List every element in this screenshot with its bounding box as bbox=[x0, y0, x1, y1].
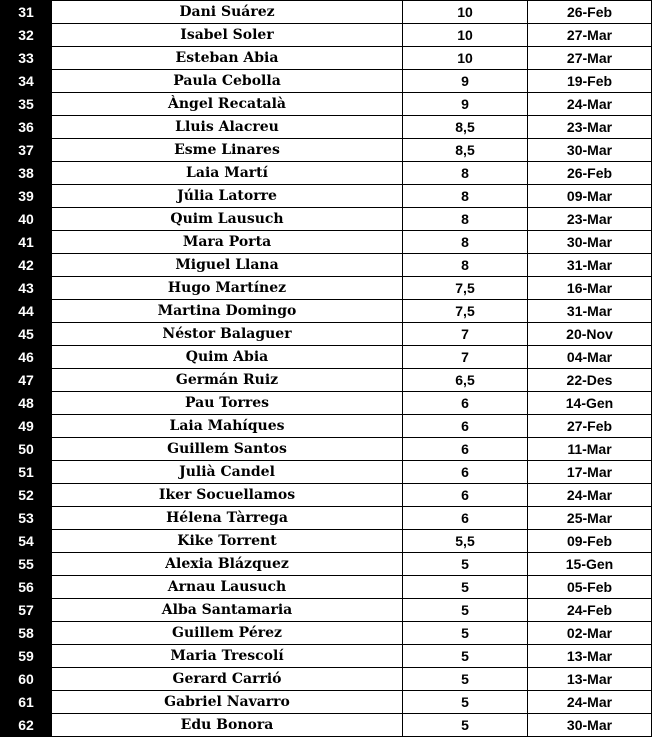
rank-cell: 61 bbox=[1, 691, 52, 714]
table-row bbox=[1, 599, 652, 622]
rank-cell: 44 bbox=[1, 300, 52, 323]
date-cell: 27-Mar bbox=[528, 47, 652, 70]
date-cell: 19-Feb bbox=[528, 70, 652, 93]
score-cell: 7,5 bbox=[403, 277, 528, 300]
table-row bbox=[1, 645, 652, 668]
table-row bbox=[1, 461, 652, 484]
rank-cell: 40 bbox=[1, 208, 52, 231]
rank-cell: 38 bbox=[1, 162, 52, 185]
date-cell: 22-Des bbox=[528, 369, 652, 392]
score-cell: 7,5 bbox=[403, 300, 528, 323]
name-cell: Germán Ruiz bbox=[52, 369, 403, 392]
date-cell: 31-Mar bbox=[528, 300, 652, 323]
rank-cell: 52 bbox=[1, 484, 52, 507]
score-cell: 5 bbox=[403, 691, 528, 714]
table-row bbox=[1, 622, 652, 645]
table-row bbox=[1, 415, 652, 438]
date-cell: 24-Mar bbox=[528, 691, 652, 714]
table-row bbox=[1, 392, 652, 415]
rank-cell: 49 bbox=[1, 415, 52, 438]
rank-cell: 47 bbox=[1, 369, 52, 392]
score-cell: 7 bbox=[403, 346, 528, 369]
rank-cell: 56 bbox=[1, 576, 52, 599]
table-row bbox=[1, 369, 652, 392]
name-cell: Hélena Tàrrega bbox=[52, 507, 403, 530]
date-cell: 11-Mar bbox=[528, 438, 652, 461]
score-cell: 8,5 bbox=[403, 139, 528, 162]
date-cell: 17-Mar bbox=[528, 461, 652, 484]
score-cell: 6 bbox=[403, 484, 528, 507]
rank-cell: 58 bbox=[1, 622, 52, 645]
date-cell: 13-Mar bbox=[528, 668, 652, 691]
score-cell: 8 bbox=[403, 208, 528, 231]
name-cell: Guillem Pérez bbox=[52, 622, 403, 645]
name-cell: Gerard Carrió bbox=[52, 668, 403, 691]
date-cell: 30-Mar bbox=[528, 231, 652, 254]
rank-cell: 45 bbox=[1, 323, 52, 346]
score-cell: 10 bbox=[403, 47, 528, 70]
date-cell: 26-Feb bbox=[528, 1, 652, 24]
table-row bbox=[1, 576, 652, 599]
date-cell: 09-Mar bbox=[528, 185, 652, 208]
name-cell: Maria Trescolí bbox=[52, 645, 403, 668]
table-row bbox=[1, 530, 652, 553]
score-cell: 6 bbox=[403, 438, 528, 461]
table-row bbox=[1, 438, 652, 461]
rank-cell: 37 bbox=[1, 139, 52, 162]
name-cell: Laia Mahíques bbox=[52, 415, 403, 438]
rank-cell: 53 bbox=[1, 507, 52, 530]
rank-cell: 48 bbox=[1, 392, 52, 415]
score-cell: 6 bbox=[403, 392, 528, 415]
table-row bbox=[1, 116, 652, 139]
name-cell: Néstor Balaguer bbox=[52, 323, 403, 346]
table-row bbox=[1, 70, 652, 93]
table-row bbox=[1, 254, 652, 277]
name-cell: Julià Candel bbox=[52, 461, 403, 484]
rank-cell: 51 bbox=[1, 461, 52, 484]
rank-cell: 32 bbox=[1, 24, 52, 47]
score-cell: 7 bbox=[403, 323, 528, 346]
score-cell: 6,5 bbox=[403, 369, 528, 392]
table-row bbox=[1, 553, 652, 576]
score-cell: 5 bbox=[403, 576, 528, 599]
date-cell: 15-Gen bbox=[528, 553, 652, 576]
table-row bbox=[1, 1, 652, 24]
score-cell: 9 bbox=[403, 70, 528, 93]
rank-cell: 60 bbox=[1, 668, 52, 691]
date-cell: 23-Mar bbox=[528, 116, 652, 139]
score-cell: 5 bbox=[403, 714, 528, 737]
name-cell: Edu Bonora bbox=[52, 714, 403, 737]
date-cell: 13-Mar bbox=[528, 645, 652, 668]
rank-cell: 35 bbox=[1, 93, 52, 116]
table-row bbox=[1, 231, 652, 254]
score-cell: 10 bbox=[403, 1, 528, 24]
score-cell: 5 bbox=[403, 553, 528, 576]
name-cell: Hugo Martínez bbox=[52, 277, 403, 300]
name-cell: Quim Lausuch bbox=[52, 208, 403, 231]
date-cell: 24-Mar bbox=[528, 93, 652, 116]
name-cell: Esteban Abia bbox=[52, 47, 403, 70]
table-row bbox=[1, 484, 652, 507]
name-cell: Alba Santamaria bbox=[52, 599, 403, 622]
rank-cell: 50 bbox=[1, 438, 52, 461]
table-row bbox=[1, 139, 652, 162]
score-cell: 6 bbox=[403, 461, 528, 484]
name-cell: Paula Cebolla bbox=[52, 70, 403, 93]
name-cell: Iker Socuellamos bbox=[52, 484, 403, 507]
name-cell: Quim Abia bbox=[52, 346, 403, 369]
score-cell: 6 bbox=[403, 507, 528, 530]
score-cell: 8 bbox=[403, 254, 528, 277]
score-cell: 8,5 bbox=[403, 116, 528, 139]
rank-cell: 43 bbox=[1, 277, 52, 300]
date-cell: 02-Mar bbox=[528, 622, 652, 645]
date-cell: 16-Mar bbox=[528, 277, 652, 300]
name-cell: Dani Suárez bbox=[52, 1, 403, 24]
score-cell: 5,5 bbox=[403, 530, 528, 553]
date-cell: 20-Nov bbox=[528, 323, 652, 346]
date-cell: 27-Mar bbox=[528, 24, 652, 47]
date-cell: 04-Mar bbox=[528, 346, 652, 369]
rank-cell: 42 bbox=[1, 254, 52, 277]
table-row bbox=[1, 93, 652, 116]
score-cell: 10 bbox=[403, 24, 528, 47]
date-cell: 27-Feb bbox=[528, 415, 652, 438]
date-cell: 24-Feb bbox=[528, 599, 652, 622]
rank-cell: 36 bbox=[1, 116, 52, 139]
table-row bbox=[1, 208, 652, 231]
score-cell: 8 bbox=[403, 185, 528, 208]
name-cell: Pau Torres bbox=[52, 392, 403, 415]
date-cell: 14-Gen bbox=[528, 392, 652, 415]
rank-cell: 57 bbox=[1, 599, 52, 622]
table-row bbox=[1, 346, 652, 369]
name-cell: Kike Torrent bbox=[52, 530, 403, 553]
date-cell: 09-Feb bbox=[528, 530, 652, 553]
table-row bbox=[1, 507, 652, 530]
table-row bbox=[1, 691, 652, 714]
table-row bbox=[1, 185, 652, 208]
date-cell: 25-Mar bbox=[528, 507, 652, 530]
rank-cell: 62 bbox=[1, 714, 52, 737]
name-cell: Gabriel Navarro bbox=[52, 691, 403, 714]
table-row bbox=[1, 24, 652, 47]
name-cell: Esme Linares bbox=[52, 139, 403, 162]
score-cell: 5 bbox=[403, 645, 528, 668]
name-cell: Júlia Latorre bbox=[52, 185, 403, 208]
score-cell: 8 bbox=[403, 231, 528, 254]
rank-cell: 54 bbox=[1, 530, 52, 553]
name-cell: Arnau Lausuch bbox=[52, 576, 403, 599]
score-cell: 6 bbox=[403, 415, 528, 438]
table-row bbox=[1, 668, 652, 691]
rank-cell: 55 bbox=[1, 553, 52, 576]
name-cell: Laia Martí bbox=[52, 162, 403, 185]
score-cell: 5 bbox=[403, 599, 528, 622]
date-cell: 30-Mar bbox=[528, 139, 652, 162]
date-cell: 31-Mar bbox=[528, 254, 652, 277]
name-cell: Lluis Alacreu bbox=[52, 116, 403, 139]
name-cell: Miguel Llana bbox=[52, 254, 403, 277]
date-cell: 24-Mar bbox=[528, 484, 652, 507]
rank-cell: 39 bbox=[1, 185, 52, 208]
name-cell: Mara Porta bbox=[52, 231, 403, 254]
name-cell: Àngel Recatalà bbox=[52, 93, 403, 116]
ranking-table-body bbox=[1, 1, 652, 737]
name-cell: Alexia Blázquez bbox=[52, 553, 403, 576]
date-cell: 05-Feb bbox=[528, 576, 652, 599]
score-cell: 9 bbox=[403, 93, 528, 116]
table-row bbox=[1, 300, 652, 323]
rank-cell: 41 bbox=[1, 231, 52, 254]
rank-cell: 59 bbox=[1, 645, 52, 668]
table-row bbox=[1, 162, 652, 185]
name-cell: Martina Domingo bbox=[52, 300, 403, 323]
table-row bbox=[1, 714, 652, 737]
rank-cell: 34 bbox=[1, 70, 52, 93]
rank-cell: 46 bbox=[1, 346, 52, 369]
rank-cell: 31 bbox=[1, 1, 52, 24]
date-cell: 26-Feb bbox=[528, 162, 652, 185]
table-row bbox=[1, 277, 652, 300]
name-cell: Isabel Soler bbox=[52, 24, 403, 47]
name-cell: Guillem Santos bbox=[52, 438, 403, 461]
score-cell: 8 bbox=[403, 162, 528, 185]
date-cell: 30-Mar bbox=[528, 714, 652, 737]
table-row bbox=[1, 323, 652, 346]
table-row bbox=[1, 47, 652, 70]
score-cell: 5 bbox=[403, 668, 528, 691]
score-cell: 5 bbox=[403, 622, 528, 645]
rank-cell: 33 bbox=[1, 47, 52, 70]
date-cell: 23-Mar bbox=[528, 208, 652, 231]
